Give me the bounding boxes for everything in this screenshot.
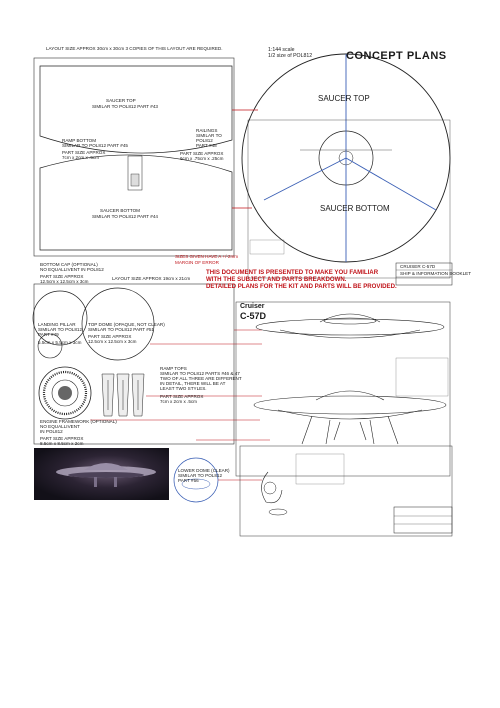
- bottom-cap-size: 12.5cm x 12.5cm x 3cm: [40, 279, 89, 284]
- drawing-saucer-bottom: SAUCER BOTTOM: [320, 204, 390, 213]
- bottom-cap-label: BOTTOM CAP (OPTIONAL): [40, 262, 98, 267]
- engine-size: 8.5cm x 8.5cm x 2cm: [40, 441, 84, 446]
- lower-dome-label: LOWER DOME (CLEAR): [178, 468, 230, 473]
- scale-line-1: 1:144 scale: [268, 47, 295, 53]
- notice-line-1: THIS DOCUMENT IS PRESENTED TO MAKE YOU FAMILIAR: [206, 269, 379, 276]
- ramp-bottom-size: 7cm x 2cm x .5cm: [62, 155, 100, 160]
- railings-size: 6cm x .75cm x .25cm: [180, 156, 224, 161]
- cruiser-logo-line-1: Cruiser: [240, 303, 265, 310]
- lower-tech-frame: [240, 446, 452, 536]
- landing-pillar-part: PART #49: [38, 332, 59, 337]
- saucer-top-sub: SIMILAR TO POL812 PART #43: [92, 104, 158, 109]
- drawing-saucer-top: SAUCER TOP: [318, 94, 370, 103]
- notice-line-3: DETAILED PLANS FOR THE KIT AND PARTS WILL BE PROVIDED.: [206, 283, 397, 290]
- margin-note-2: MARGIN OF ERROR: [175, 260, 219, 265]
- lower-dome-sub: SIMILAR TO POL812: [178, 473, 223, 478]
- ramp-tops-size-label: PART SIZE APPROX: [160, 394, 204, 399]
- cruiser-logo-line-2: C-57D: [240, 311, 267, 321]
- top-dome-sub: SIMILAR TO POL812 PART #51: [88, 327, 154, 332]
- layout-top-label: LAYOUT SIZE APPROX 30cm x 30cm 3 COPIES OF THIS LAYOUT ARE REQUIRED.: [46, 46, 223, 51]
- title-block-cruiser: CRUISER C-57D: [400, 264, 436, 269]
- ramp-bottom-sub: SIMILAR TO POL812 PART #45: [62, 143, 128, 148]
- top-dome-size-label: PART SIZE APPROX: [88, 334, 132, 339]
- engine-framework-part: [39, 367, 91, 419]
- railings-label: RAILINGS: [196, 128, 218, 133]
- bottom-cap-size-label: PART SIZE APPROX: [40, 274, 84, 279]
- ramp-tops-note-1: TWO OF ALL THREE ARE DIFFERENT: [160, 376, 242, 381]
- saucer-bottom-template: [40, 155, 232, 250]
- engine-size-label: PART SIZE APPROX: [40, 436, 84, 441]
- engine-sub-2: IN POL812: [40, 429, 63, 434]
- top-dome-size: 12.5cm x 12.5cm x 3cm: [88, 339, 137, 344]
- scale-line-2: 1/2 size of POL812: [268, 53, 313, 59]
- page-title: CONCEPT PLANS: [346, 50, 447, 62]
- margin-note-1: SIZES GIVEN HAVE A +/-2mm: [175, 254, 239, 259]
- ramp-bottom-size-label: PART SIZE APPROX: [62, 150, 106, 155]
- side-view-frame: [236, 302, 450, 476]
- saucer-bottom-label: SAUCER BOTTOM: [100, 208, 140, 213]
- ramp-tops-note-3: LEAST TWO STYLES.: [160, 386, 207, 391]
- title-block-booklet: SHIP & INFORMATION BOOKLET: [400, 271, 472, 276]
- landing-pillar-size: 5.5cm x 5.5cm x 3cm: [38, 340, 82, 345]
- bottom-cap-sub: NO EQUALLIVENT IN POL812: [40, 267, 104, 272]
- layout-mid-label: LAYOUT SIZE APPROX 19cm x 21cm: [112, 276, 191, 281]
- top-dome-label: TOP DOME (OPAQUE, NOT CLEAR): [88, 322, 165, 327]
- lower-dome-part: PART #56: [178, 478, 199, 483]
- ramp-bottom-label: RAMP BOTTOM: [62, 138, 97, 143]
- ramp-tops-label: RAMP TOPS: [160, 366, 187, 371]
- saucer-side-lower: [254, 391, 446, 444]
- railings-sub-3: PART #48: [196, 143, 217, 148]
- ramp-tops-sub: SIMILAR TO POL812 PARTS #46 & 47: [160, 371, 240, 376]
- saucer-side-upper: [256, 314, 444, 338]
- landing-pillar-label: LANDING PILLAR: [38, 322, 76, 327]
- landing-pillar-sub: SIMILAR TO POL812: [38, 327, 83, 332]
- ramp-tops-size: 7cm x 2cm x .5cm: [160, 399, 198, 404]
- ramp-tops-note-2: IN DETAIL, THERE WILL BE AT: [160, 381, 226, 386]
- notice-line-2: WITH THE SUBJECT AND PARTS BREAKDOWN.: [206, 276, 347, 283]
- railings-sub-1: SIMILAR TO: [196, 133, 222, 138]
- saucer-top-label: SAUCER TOP: [106, 98, 136, 103]
- railings-size-label: PART SIZE APPROX: [180, 151, 224, 156]
- engine-sub-1: NO EQUALLIVENT: [40, 424, 80, 429]
- title-block-bottom: [394, 507, 452, 533]
- landing-pillar-part: [38, 334, 62, 358]
- engine-label: ENGINE FRAMEWORK (OPTIONAL): [40, 419, 117, 424]
- saucer-photo: [34, 448, 169, 500]
- railings-sub-2: POL812: [196, 138, 213, 143]
- saucer-bottom-sub: SIMILAR TO POL812 PART #44: [92, 214, 158, 219]
- ramp-tops-part: [102, 374, 144, 416]
